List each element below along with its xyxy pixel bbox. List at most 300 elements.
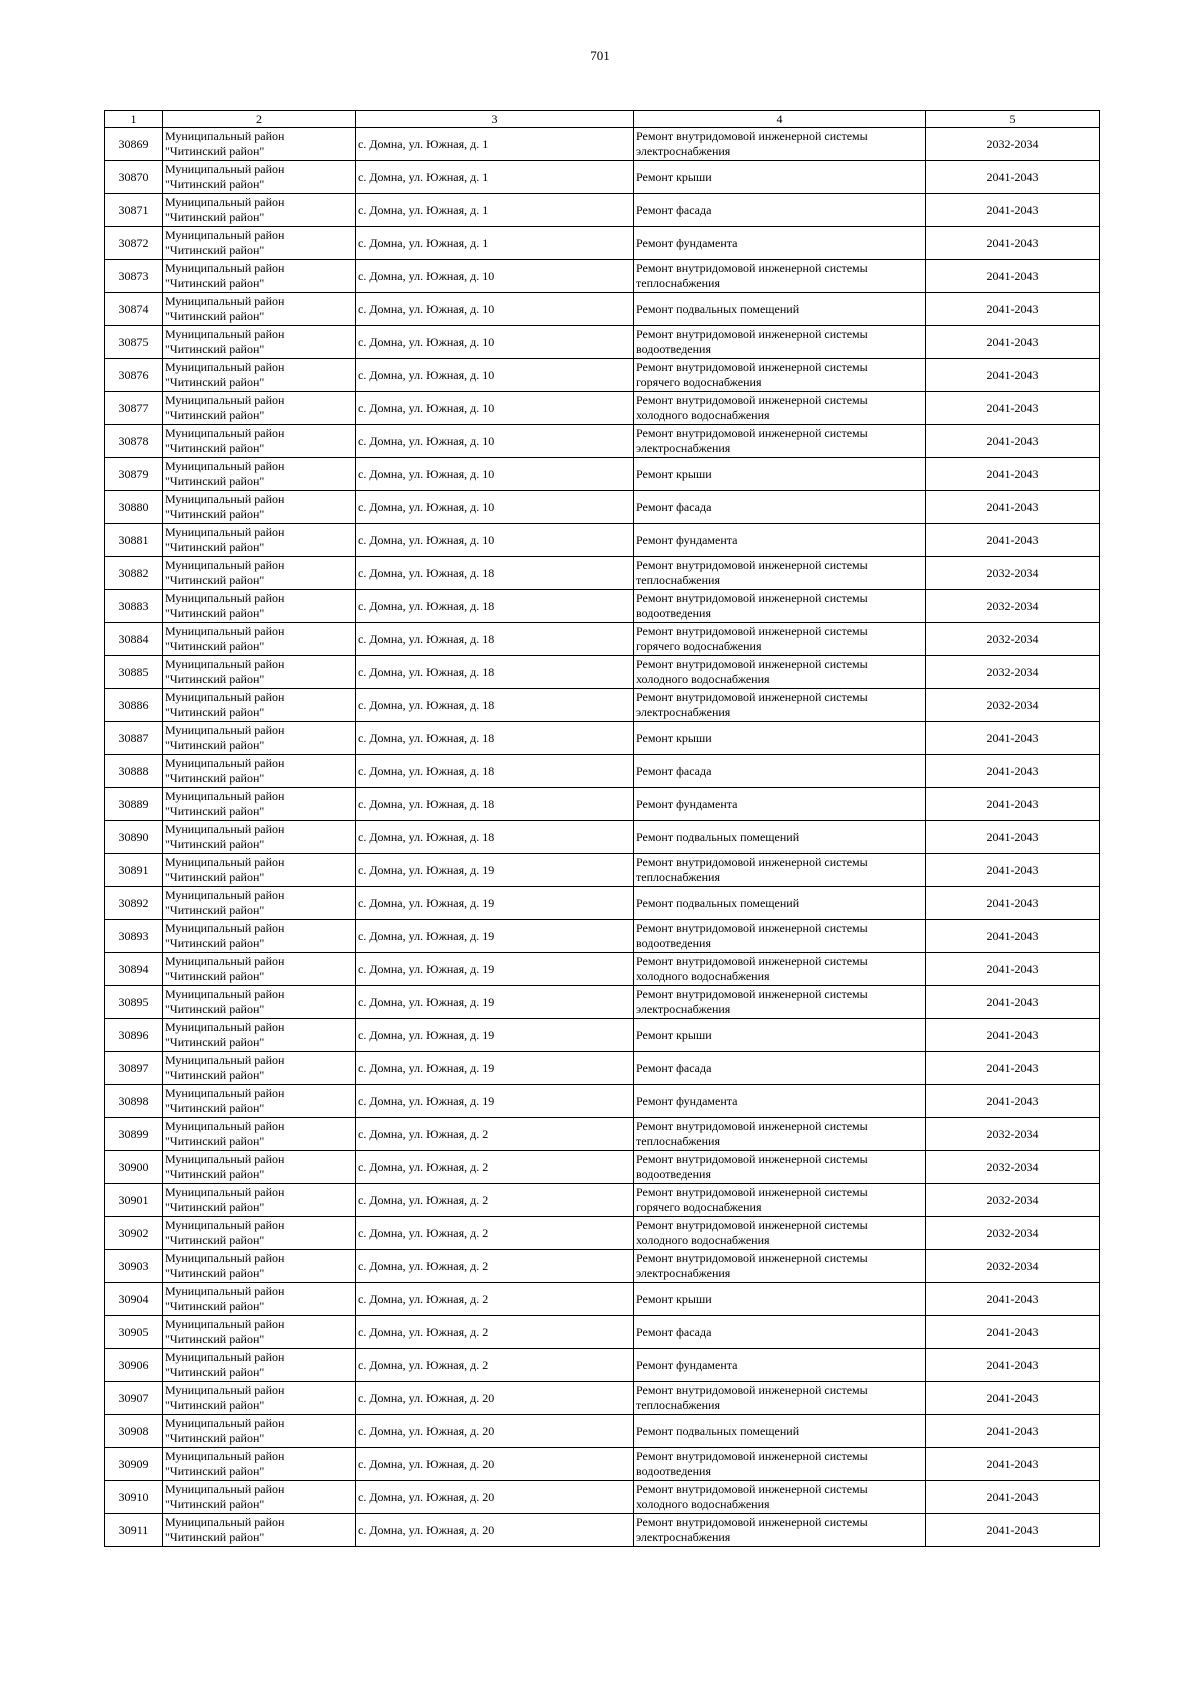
address-cell: с. Домна, ул. Южная, д. 20 [356, 1448, 634, 1481]
column-header-5: 5 [926, 111, 1100, 128]
municipality-cell [163, 1019, 356, 1052]
municipality-line: Муниципальный район [165, 756, 285, 770]
municipality-line: "Читинский район" [165, 177, 265, 191]
address-cell: с. Домна, ул. Южная, д. 18 [356, 755, 634, 788]
municipality-line: "Читинский район" [165, 1497, 265, 1511]
period-cell: 2032-2034 [926, 1151, 1100, 1184]
row-number-cell: 30896 [105, 1019, 163, 1052]
municipality-line: "Читинский район" [165, 1332, 265, 1346]
work-type-cell [634, 755, 926, 788]
municipality-cell [163, 722, 356, 755]
period-cell: 2041-2043 [926, 1283, 1100, 1316]
address-cell: с. Домна, ул. Южная, д. 18 [356, 788, 634, 821]
row-number-cell: 30903 [105, 1250, 163, 1283]
municipality-line: Муниципальный район [165, 393, 285, 407]
work-type-cell [634, 326, 926, 359]
period-cell: 2041-2043 [926, 755, 1100, 788]
municipality-cell [163, 1415, 356, 1448]
column-header-1: 1 [105, 111, 163, 128]
municipality-line: "Читинский район" [165, 1200, 265, 1214]
work-type-line: водоотведения [636, 342, 711, 356]
work-type-line: Ремонт подвальных помещений [636, 1423, 800, 1438]
row-number-cell: 30892 [105, 887, 163, 920]
municipality-cell [163, 128, 356, 161]
municipality-cell [163, 1118, 356, 1151]
row-number-cell: 30902 [105, 1217, 163, 1250]
work-type-cell [634, 986, 926, 1019]
row-number-cell: 30886 [105, 689, 163, 722]
municipality-line: Муниципальный район [165, 228, 285, 242]
municipality-line: Муниципальный район [165, 822, 285, 836]
work-type-line: Ремонт крыши [636, 1291, 712, 1306]
municipality-line: "Читинский район" [165, 1530, 265, 1544]
table-row [105, 128, 1100, 161]
period-cell: 2041-2043 [926, 524, 1100, 557]
row-number-cell: 30895 [105, 986, 163, 1019]
work-type-line: Ремонт внутридомовой инженерной системы [636, 690, 868, 704]
municipality-line: "Читинский район" [165, 507, 265, 521]
work-type-line: Ремонт фундамента [636, 235, 738, 250]
municipality-line: "Читинский район" [165, 1167, 265, 1181]
municipality-line: "Читинский район" [165, 1365, 265, 1379]
work-type-cell [634, 920, 926, 953]
work-type-cell [634, 1514, 926, 1547]
period-cell: 2032-2034 [926, 689, 1100, 722]
row-number-cell: 30885 [105, 656, 163, 689]
row-number-cell: 30890 [105, 821, 163, 854]
municipality-line: Муниципальный район [165, 1284, 285, 1298]
work-type-cell [634, 293, 926, 326]
period-cell: 2041-2043 [926, 293, 1100, 326]
period-cell: 2041-2043 [926, 1415, 1100, 1448]
period-cell: 2032-2034 [926, 623, 1100, 656]
address-cell: с. Домна, ул. Южная, д. 10 [356, 392, 634, 425]
municipality-cell [163, 1151, 356, 1184]
work-type-cell [634, 689, 926, 722]
municipality-line: Муниципальный район [165, 426, 285, 440]
row-number-cell: 30891 [105, 854, 163, 887]
row-number-cell: 30905 [105, 1316, 163, 1349]
work-type-line: Ремонт внутридомовой инженерной системы [636, 921, 868, 935]
municipality-line: "Читинский район" [165, 309, 265, 323]
work-type-cell [634, 1052, 926, 1085]
municipality-line: Муниципальный район [165, 558, 285, 572]
address-cell: с. Домна, ул. Южная, д. 19 [356, 854, 634, 887]
municipality-cell [163, 326, 356, 359]
work-type-line: теплоснабжения [636, 1398, 720, 1412]
municipality-line: "Читинский район" [165, 1398, 265, 1412]
table-row [105, 722, 1100, 755]
table-row [105, 821, 1100, 854]
municipality-line: "Читинский район" [165, 870, 265, 884]
municipality-cell [163, 1085, 356, 1118]
work-type-cell [634, 854, 926, 887]
period-cell: 2041-2043 [926, 359, 1100, 392]
address-cell: с. Домна, ул. Южная, д. 19 [356, 1019, 634, 1052]
work-type-line: Ремонт внутридомовой инженерной системы [636, 1152, 868, 1166]
period-cell: 2032-2034 [926, 1184, 1100, 1217]
address-cell: с. Домна, ул. Южная, д. 2 [356, 1184, 634, 1217]
work-type-line: Ремонт внутридомовой инженерной системы [636, 558, 868, 572]
table-row [105, 161, 1100, 194]
work-type-line: Ремонт внутридомовой инженерной системы [636, 327, 868, 341]
municipality-cell [163, 557, 356, 590]
work-type-cell [634, 1382, 926, 1415]
municipality-cell [163, 656, 356, 689]
period-cell: 2041-2043 [926, 392, 1100, 425]
table-row [105, 590, 1100, 623]
municipality-line: "Читинский район" [165, 804, 265, 818]
municipality-line: "Читинский район" [165, 474, 265, 488]
municipality-line: Муниципальный район [165, 1185, 285, 1199]
period-cell: 2041-2043 [926, 1052, 1100, 1085]
table-row [105, 1481, 1100, 1514]
municipality-line: "Читинский район" [165, 705, 265, 719]
table-body [105, 128, 1100, 1547]
period-cell: 2041-2043 [926, 920, 1100, 953]
municipality-line: "Читинский район" [165, 210, 265, 224]
row-number-cell: 30884 [105, 623, 163, 656]
municipality-line: "Читинский район" [165, 540, 265, 554]
municipality-line: Муниципальный район [165, 459, 285, 473]
work-type-cell [634, 359, 926, 392]
work-type-line: Ремонт подвальных помещений [636, 301, 800, 316]
period-cell: 2041-2043 [926, 194, 1100, 227]
work-type-line: Ремонт внутридомовой инженерной системы [636, 1119, 868, 1133]
period-cell: 2032-2034 [926, 590, 1100, 623]
address-cell: с. Домна, ул. Южная, д. 2 [356, 1316, 634, 1349]
period-cell: 2041-2043 [926, 854, 1100, 887]
address-cell: с. Домна, ул. Южная, д. 10 [356, 359, 634, 392]
municipality-line: Муниципальный район [165, 987, 285, 1001]
municipality-line: "Читинский район" [165, 1233, 265, 1247]
row-number-cell: 30906 [105, 1349, 163, 1382]
period-cell: 2032-2034 [926, 128, 1100, 161]
address-cell: с. Домна, ул. Южная, д. 2 [356, 1217, 634, 1250]
work-type-line: электроснабжения [636, 441, 731, 455]
work-type-line: Ремонт внутридомовой инженерной системы [636, 393, 868, 407]
table-row [105, 1184, 1100, 1217]
table-row [105, 557, 1100, 590]
municipality-line: Муниципальный район [165, 162, 285, 176]
municipality-cell [163, 194, 356, 227]
municipality-line: Муниципальный район [165, 855, 285, 869]
work-type-line: Ремонт внутридомовой инженерной системы [636, 1482, 868, 1496]
row-number-cell: 30909 [105, 1448, 163, 1481]
row-number-cell: 30898 [105, 1085, 163, 1118]
period-cell: 2032-2034 [926, 1250, 1100, 1283]
municipality-cell [163, 260, 356, 293]
row-number-cell: 30877 [105, 392, 163, 425]
work-type-line: горячего водоснабжения [636, 639, 762, 653]
work-type-line: электроснабжения [636, 1266, 731, 1280]
work-type-line: Ремонт внутридомовой инженерной системы [636, 360, 868, 374]
work-type-line: теплоснабжения [636, 1134, 720, 1148]
address-cell: с. Домна, ул. Южная, д. 1 [356, 194, 634, 227]
work-type-line: Ремонт подвальных помещений [636, 895, 800, 910]
work-type-line: горячего водоснабжения [636, 1200, 762, 1214]
row-number-cell: 30911 [105, 1514, 163, 1547]
row-number-cell: 30881 [105, 524, 163, 557]
work-type-line: горячего водоснабжения [636, 375, 762, 389]
work-type-cell [634, 821, 926, 854]
work-type-cell [634, 227, 926, 260]
municipality-cell [163, 1448, 356, 1481]
municipality-line: "Читинский район" [165, 936, 265, 950]
municipality-cell [163, 1514, 356, 1547]
address-cell: с. Домна, ул. Южная, д. 19 [356, 953, 634, 986]
address-cell: с. Домна, ул. Южная, д. 19 [356, 887, 634, 920]
row-number-cell: 30900 [105, 1151, 163, 1184]
municipality-line: "Читинский район" [165, 606, 265, 620]
repair-schedule-table [104, 110, 1100, 1547]
work-type-cell [634, 524, 926, 557]
work-type-line: Ремонт внутридомовой инженерной системы [636, 1251, 868, 1265]
address-cell: с. Домна, ул. Южная, д. 10 [356, 425, 634, 458]
work-type-cell [634, 260, 926, 293]
address-cell: с. Домна, ул. Южная, д. 1 [356, 128, 634, 161]
row-number-cell: 30872 [105, 227, 163, 260]
address-cell: с. Домна, ул. Южная, д. 10 [356, 293, 634, 326]
table-row [105, 491, 1100, 524]
municipality-line: Муниципальный район [165, 1350, 285, 1364]
municipality-line: Муниципальный район [165, 1053, 285, 1067]
table-row [105, 689, 1100, 722]
address-cell: с. Домна, ул. Южная, д. 18 [356, 656, 634, 689]
municipality-line: Муниципальный район [165, 1020, 285, 1034]
municipality-line: Муниципальный район [165, 525, 285, 539]
period-cell: 2041-2043 [926, 458, 1100, 491]
municipality-line: Муниципальный район [165, 954, 285, 968]
row-number-cell: 30883 [105, 590, 163, 623]
municipality-cell [163, 1316, 356, 1349]
table-row [105, 1349, 1100, 1382]
municipality-line: Муниципальный район [165, 195, 285, 209]
row-number-cell: 30888 [105, 755, 163, 788]
municipality-line: "Читинский район" [165, 1431, 265, 1445]
work-type-cell [634, 788, 926, 821]
work-type-cell [634, 590, 926, 623]
municipality-line: "Читинский район" [165, 1299, 265, 1313]
municipality-line: Муниципальный район [165, 1515, 285, 1529]
page-number: 701 [590, 48, 610, 63]
work-type-line: Ремонт фундамента [636, 1093, 738, 1108]
municipality-cell [163, 524, 356, 557]
work-type-line: Ремонт фасада [636, 1324, 712, 1339]
row-number-cell: 30899 [105, 1118, 163, 1151]
address-cell: с. Домна, ул. Южная, д. 1 [356, 161, 634, 194]
period-cell: 2041-2043 [926, 1382, 1100, 1415]
period-cell: 2041-2043 [926, 986, 1100, 1019]
work-type-line: водоотведения [636, 936, 711, 950]
work-type-cell [634, 1448, 926, 1481]
table-row [105, 623, 1100, 656]
period-cell: 2032-2034 [926, 656, 1100, 689]
municipality-cell [163, 359, 356, 392]
municipality-cell [163, 755, 356, 788]
municipality-cell [163, 1250, 356, 1283]
municipality-line: "Читинский район" [165, 738, 265, 752]
work-type-cell [634, 1316, 926, 1349]
municipality-line: "Читинский район" [165, 1266, 265, 1280]
work-type-cell [634, 1151, 926, 1184]
municipality-cell [163, 920, 356, 953]
work-type-line: водоотведения [636, 1464, 711, 1478]
table-row [105, 326, 1100, 359]
period-cell: 2041-2043 [926, 425, 1100, 458]
work-type-line: Ремонт крыши [636, 169, 712, 184]
municipality-cell [163, 458, 356, 491]
address-cell: с. Домна, ул. Южная, д. 18 [356, 557, 634, 590]
row-number-cell: 30887 [105, 722, 163, 755]
table-row [105, 1283, 1100, 1316]
work-type-cell [634, 887, 926, 920]
table-row [105, 953, 1100, 986]
municipality-line: Муниципальный район [165, 1152, 285, 1166]
period-cell: 2032-2034 [926, 557, 1100, 590]
municipality-line: "Читинский район" [165, 144, 265, 158]
table-row [105, 1316, 1100, 1349]
period-cell: 2041-2043 [926, 821, 1100, 854]
work-type-line: электроснабжения [636, 144, 731, 158]
work-type-line: водоотведения [636, 606, 711, 620]
period-cell: 2041-2043 [926, 887, 1100, 920]
address-cell: с. Домна, ул. Южная, д. 10 [356, 524, 634, 557]
table-row [105, 1118, 1100, 1151]
municipality-line: Муниципальный район [165, 1218, 285, 1232]
work-type-line: Ремонт фундамента [636, 1357, 738, 1372]
address-cell: с. Домна, ул. Южная, д. 19 [356, 1085, 634, 1118]
row-number-cell: 30904 [105, 1283, 163, 1316]
table-row [105, 755, 1100, 788]
address-cell: с. Домна, ул. Южная, д. 18 [356, 722, 634, 755]
table-row [105, 1019, 1100, 1052]
work-type-line: холодного водоснабжения [636, 1233, 770, 1247]
row-number-cell: 30869 [105, 128, 163, 161]
period-cell: 2041-2043 [926, 1019, 1100, 1052]
row-number-cell: 30870 [105, 161, 163, 194]
municipality-line: "Читинский район" [165, 837, 265, 851]
work-type-line: электроснабжения [636, 1002, 731, 1016]
work-type-line: Ремонт внутридомовой инженерной системы [636, 261, 868, 275]
period-cell: 2041-2043 [926, 1316, 1100, 1349]
municipality-cell [163, 887, 356, 920]
work-type-cell [634, 1019, 926, 1052]
row-number-cell: 30894 [105, 953, 163, 986]
row-number-cell: 30897 [105, 1052, 163, 1085]
row-number-cell: 30875 [105, 326, 163, 359]
row-number-cell: 30882 [105, 557, 163, 590]
municipality-line: Муниципальный район [165, 294, 285, 308]
address-cell: с. Домна, ул. Южная, д. 2 [356, 1151, 634, 1184]
municipality-line: Муниципальный район [165, 690, 285, 704]
municipality-cell [163, 1382, 356, 1415]
period-cell: 2041-2043 [926, 722, 1100, 755]
work-type-line: электроснабжения [636, 1530, 731, 1544]
work-type-line: Ремонт подвальных помещений [636, 829, 800, 844]
table-row [105, 854, 1100, 887]
period-cell: 2041-2043 [926, 1514, 1100, 1547]
address-cell: с. Домна, ул. Южная, д. 2 [356, 1349, 634, 1382]
municipality-line: "Читинский район" [165, 1002, 265, 1016]
work-type-line: Ремонт фасада [636, 1060, 712, 1075]
municipality-cell [163, 854, 356, 887]
table-row [105, 920, 1100, 953]
municipality-line: Муниципальный район [165, 723, 285, 737]
municipality-cell [163, 1184, 356, 1217]
municipality-cell [163, 293, 356, 326]
municipality-cell [163, 821, 356, 854]
municipality-line: Муниципальный район [165, 1416, 285, 1430]
address-cell: с. Домна, ул. Южная, д. 10 [356, 326, 634, 359]
table-row [105, 1382, 1100, 1415]
address-cell: с. Домна, ул. Южная, д. 18 [356, 689, 634, 722]
table-row [105, 227, 1100, 260]
work-type-line: Ремонт внутридомовой инженерной системы [636, 1185, 868, 1199]
municipality-cell [163, 227, 356, 260]
period-cell: 2041-2043 [926, 1085, 1100, 1118]
work-type-cell [634, 1349, 926, 1382]
table-row [105, 788, 1100, 821]
work-type-line: Ремонт внутридомовой инженерной системы [636, 657, 868, 671]
work-type-cell [634, 458, 926, 491]
work-type-line: Ремонт внутридомовой инженерной системы [636, 1218, 868, 1232]
work-type-cell [634, 1415, 926, 1448]
work-type-line: теплоснабжения [636, 870, 720, 884]
work-type-line: Ремонт внутридомовой инженерной системы [636, 1383, 868, 1397]
municipality-line: Муниципальный район [165, 360, 285, 374]
municipality-cell [163, 1349, 356, 1382]
table-row [105, 1151, 1100, 1184]
municipality-line: Муниципальный район [165, 921, 285, 935]
municipality-cell [163, 623, 356, 656]
municipality-line: "Читинский район" [165, 903, 265, 917]
municipality-line: Муниципальный район [165, 1482, 285, 1496]
row-number-cell: 30871 [105, 194, 163, 227]
row-number-cell: 30878 [105, 425, 163, 458]
work-type-line: водоотведения [636, 1167, 711, 1181]
period-cell: 2041-2043 [926, 491, 1100, 524]
municipality-line: "Читинский район" [165, 672, 265, 686]
address-cell: с. Домна, ул. Южная, д. 20 [356, 1415, 634, 1448]
work-type-line: Ремонт фасада [636, 499, 712, 514]
address-cell: с. Домна, ул. Южная, д. 19 [356, 920, 634, 953]
municipality-line: "Читинский район" [165, 639, 265, 653]
work-type-line: Ремонт внутридомовой инженерной системы [636, 855, 868, 869]
work-type-cell [634, 953, 926, 986]
municipality-cell [163, 1481, 356, 1514]
work-type-line: холодного водоснабжения [636, 969, 770, 983]
work-type-line: электроснабжения [636, 705, 731, 719]
municipality-cell [163, 1217, 356, 1250]
row-number-cell: 30910 [105, 1481, 163, 1514]
municipality-line: "Читинский район" [165, 1035, 265, 1049]
work-type-cell [634, 557, 926, 590]
municipality-cell [163, 491, 356, 524]
work-type-line: Ремонт внутридомовой инженерной системы [636, 129, 868, 143]
work-type-line: Ремонт фундамента [636, 796, 738, 811]
work-type-cell [634, 392, 926, 425]
row-number-cell: 30908 [105, 1415, 163, 1448]
municipality-cell [163, 161, 356, 194]
address-cell: с. Домна, ул. Южная, д. 19 [356, 986, 634, 1019]
municipality-line: Муниципальный район [165, 1317, 285, 1331]
municipality-line: Муниципальный район [165, 1086, 285, 1100]
address-cell: с. Домна, ул. Южная, д. 19 [356, 1052, 634, 1085]
municipality-cell [163, 953, 356, 986]
address-cell: с. Домна, ул. Южная, д. 20 [356, 1514, 634, 1547]
work-type-cell [634, 128, 926, 161]
